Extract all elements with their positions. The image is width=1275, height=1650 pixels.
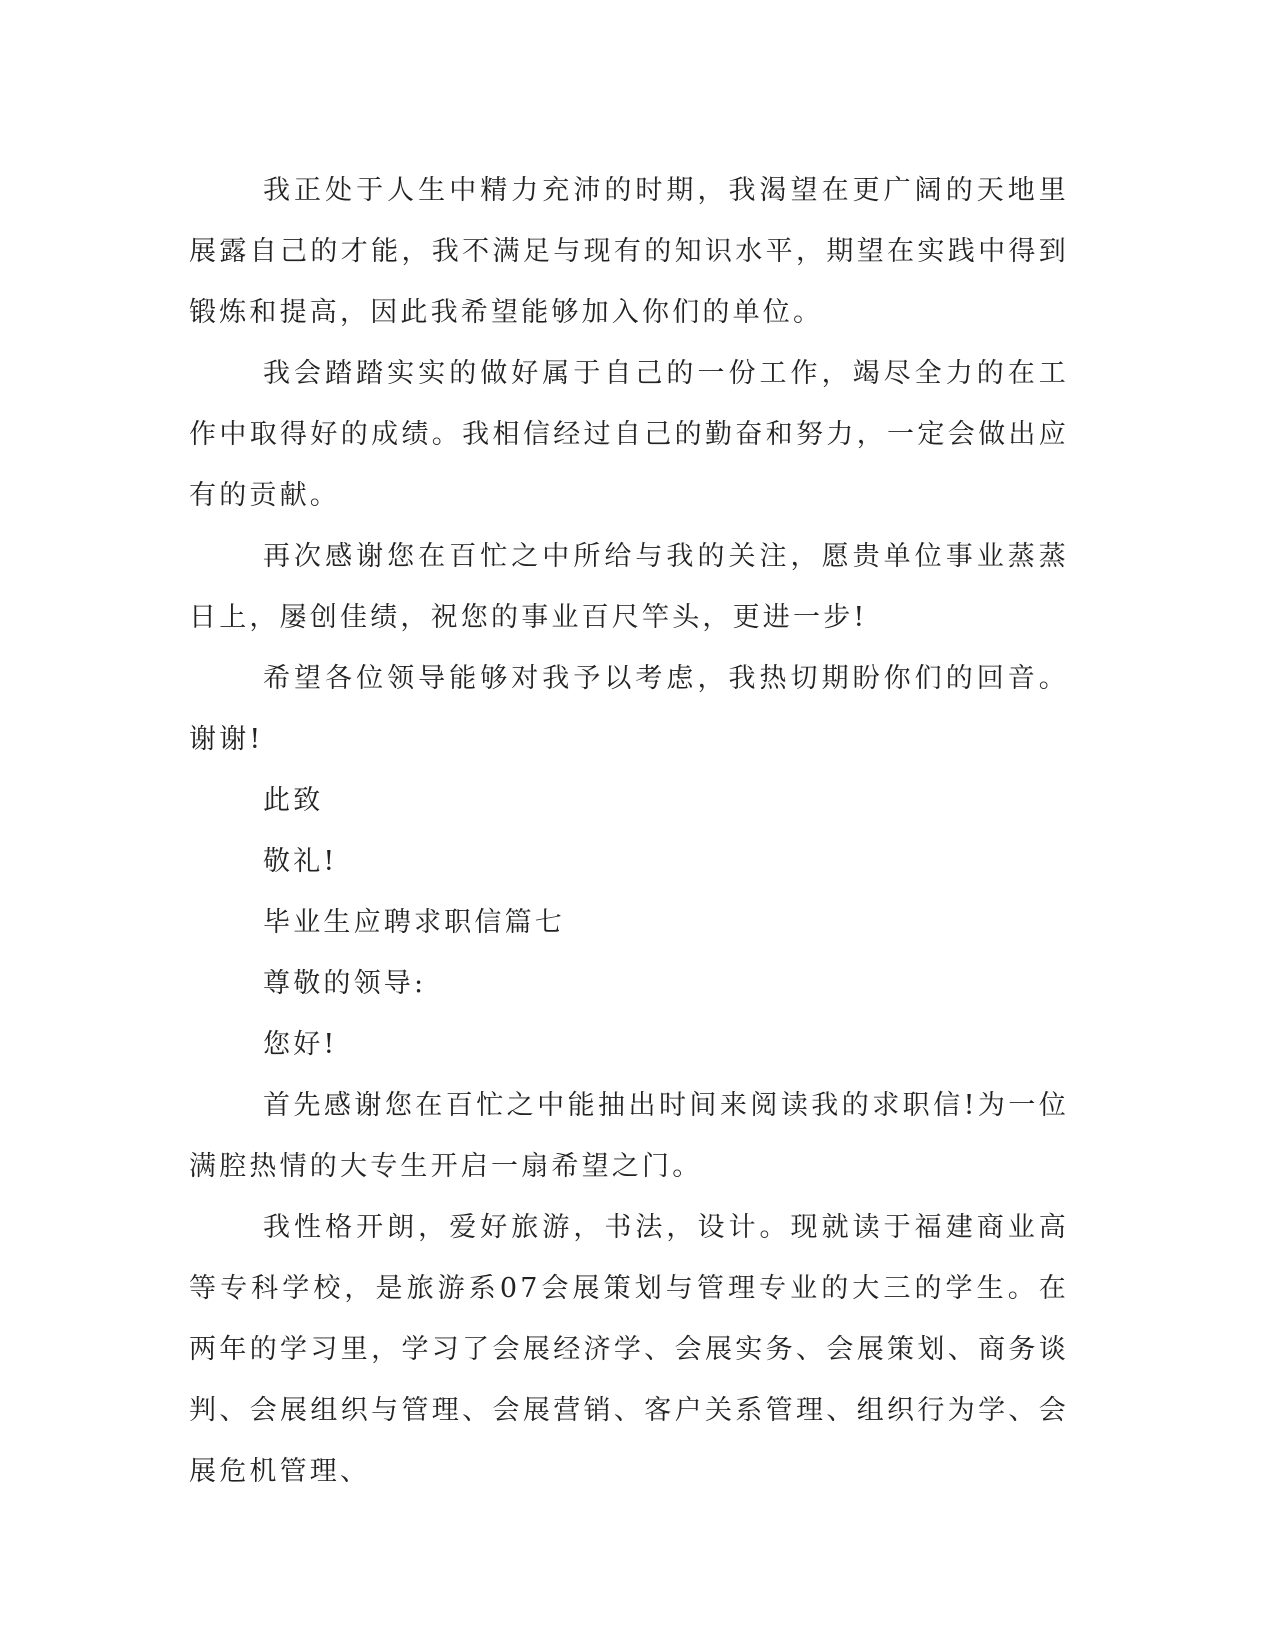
paragraph-hope: 希望各位领导能够对我予以考虑，我热切期盼你们的回音。谢谢! xyxy=(189,663,1069,755)
salutation: 尊敬的领导: xyxy=(263,968,427,999)
document-body xyxy=(189,160,1069,1502)
section-heading: 毕业生应聘求职信篇七 xyxy=(263,907,565,938)
closing-cizhi: 此致 xyxy=(263,785,324,816)
paragraph-opening: 首先感谢您在百忙之中能抽出时间来阅读我的求职信!为一位满腔热情的大专生开启一扇希望之门。 xyxy=(189,1090,1069,1182)
greeting: 您好! xyxy=(263,1029,338,1060)
closing-jingli: 敬礼! xyxy=(263,846,338,877)
paragraph-self-intro: 我正处于人生中精力充沛的时期，我渴望在更广阔的天地里展露自己的才能，我不满足与现有的知识水平，期望在实践中得到锻炼和提高，因此我希望能够加入你们的单位。 xyxy=(189,175,1069,328)
paragraph-background: 我性格开朗，爱好旅游，书法，设计。现就读于福建商业高等专科学校，是旅游系07会展策划与管理专业的大三的学生。在两年的学习里，学习了会展经济学、会展实务、会展策划、商务谈判、会展组织与管理、会展营销、客户关系管理、组织行为学、会展危机管理、 xyxy=(189,1212,1069,1487)
paragraph-commitment: 我会踏踏实实的做好属于自己的一份工作，竭尽全力的在工作中取得好的成绩。我相信经过自己的勤奋和努力，一定会做出应有的贡献。 xyxy=(189,358,1069,511)
paragraph-thanks: 再次感谢您在百忙之中所给与我的关注，愿贵单位事业蒸蒸日上，屡创佳绩，祝您的事业百尺竿头，更进一步! xyxy=(189,541,1069,633)
